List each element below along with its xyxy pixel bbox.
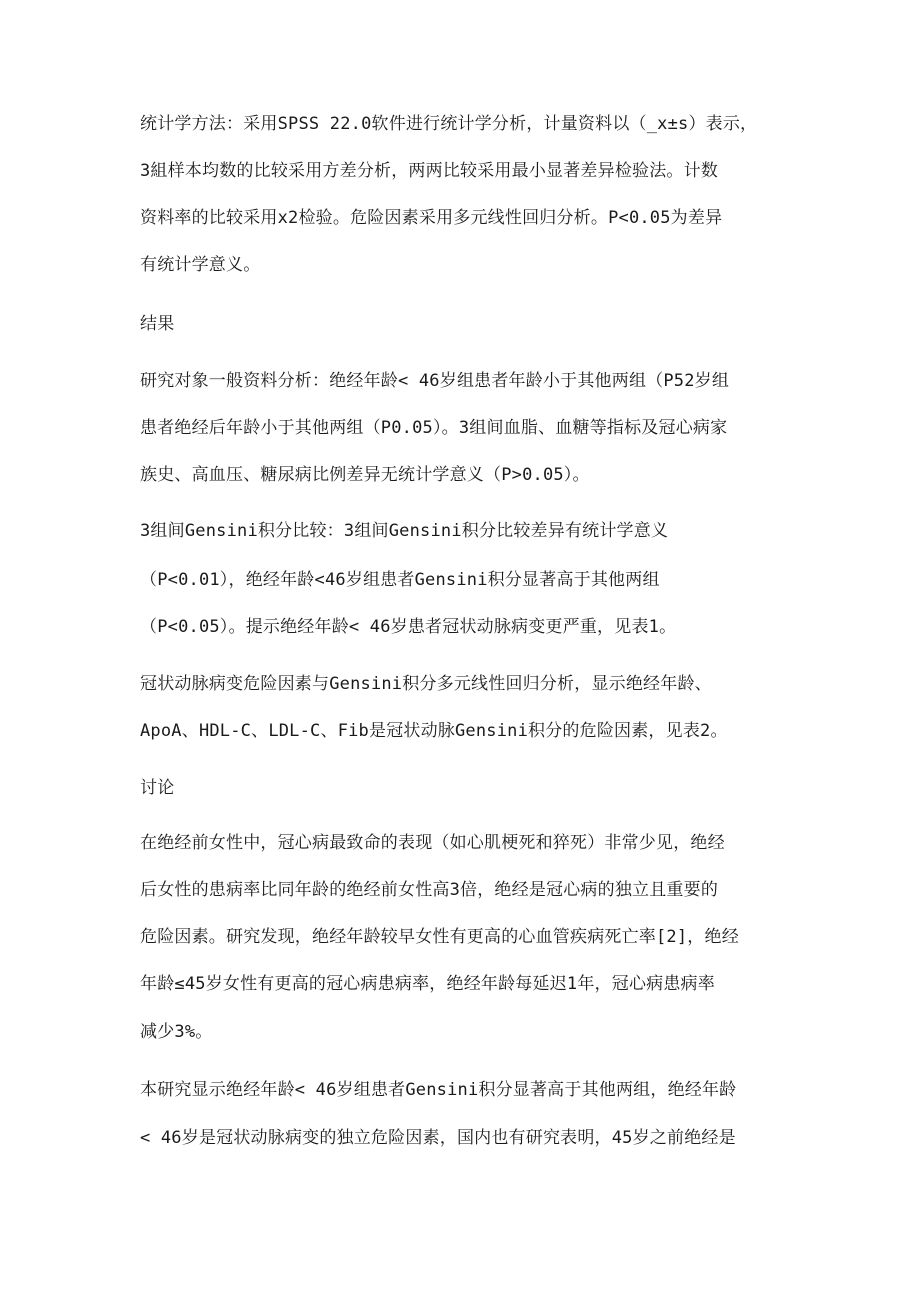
text-line: （P<0.05）。提示绝经年龄< 46岁患者冠状动脉病变更严重，见表1。 <box>140 617 677 637</box>
section-heading-results: 结果 <box>140 314 175 334</box>
text-line: 危险因素。研究发现，绝经年龄较早女性有更高的心血管疾病死亡率[2]，绝经 <box>140 927 739 947</box>
text-line: 统计学方法：采用SPSS 22.0软件进行统计学分析，计量资料以（_x±s）表示， <box>140 114 758 134</box>
text-line: 3組样本均数的比较采用方差分析，两两比较采用最小显著差异检验法。计数 <box>140 161 719 181</box>
text-line: 后女性的患病率比同年龄的绝经前女性高3倍，绝经是冠心病的独立且重要的 <box>140 880 719 900</box>
text-line: 在绝经前女性中，冠心病最致命的表现（如心肌梗死和猝死）非常少见，绝经 <box>140 833 725 853</box>
text-line: （P<0.01），绝经年龄<46岁组患者Gensini积分显著高于其他两组 <box>140 570 660 590</box>
text-line: 资料率的比较采用x2检验。危险因素采用多元线性回归分析。P<0.05为差异 <box>140 208 723 228</box>
text-line: 本研究显示绝经年龄< 46岁组患者Gensini积分显著高于其他两组，绝经年龄 <box>140 1080 737 1100</box>
text-line: 减少3%。 <box>140 1022 213 1042</box>
text-line: 有统计学意义。 <box>140 255 261 275</box>
section-heading-discussion: 讨论 <box>140 778 175 798</box>
text-line: 冠状动脉病变危险因素与Gensini积分多元线性回归分析，显示绝经年龄、 <box>140 674 712 694</box>
text-line: 族史、高血压、糖尿病比例差异无统计学意义（P>0.05）。 <box>140 465 590 485</box>
text-line: 患者绝经后年龄小于其他两组（P0.05）。3组间血脂、血糖等指标及冠心病家 <box>140 418 728 438</box>
text-line: < 46岁是冠状动脉病变的独立危险因素，国内也有研究表明，45岁之前绝经是 <box>140 1128 736 1148</box>
text-line: ApoA、HDL-C、LDL-C、Fib是冠状动脉Gensini积分的危险因素，见表2。 <box>140 721 728 741</box>
text-line: 年龄≤45岁女性有更高的冠心病患病率，绝经年龄每延迟1年，冠心病患病率 <box>140 974 715 994</box>
text-line: 研究对象一般资料分析：绝经年龄< 46岁组患者年龄小于其他两组（P52岁组 <box>140 371 730 391</box>
text-line: 3组间Gensini积分比较：3组间Gensini积分比较差异有统计学意义 <box>140 521 669 541</box>
